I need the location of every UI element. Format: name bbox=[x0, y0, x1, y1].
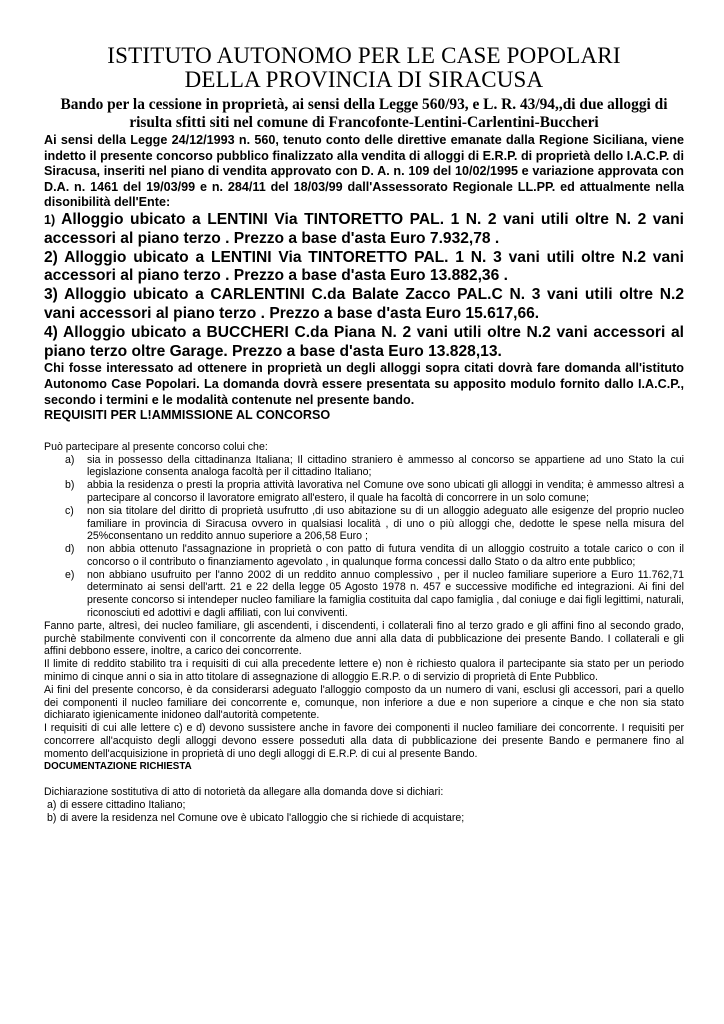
lot-number: 2) bbox=[44, 248, 58, 266]
list-marker: c) bbox=[65, 504, 74, 517]
list-item-text: abbia la residenza o presti la propria attività lavorativa nel Comune ove sono ubicati gli alloggi in vendita; è ammesso altresì a partecipare al concorso il lavoratore emigrato all'estero, il quale ha facoltà di concorrere in un solo comune; bbox=[87, 479, 684, 504]
list-item-text: non abbiano usufruito per l'anno 2002 di un reddito annuo complessivo , per il nucleo familiare superiore a Euro 11.762,71 determinato ai sensi dell'artt. 21 e 22 della legge 05 Agosto 1978 n. 457 e successive modifiche ed integrazioni. Ai fini del presente concorso si intendeper nucleo familiare la famiglia costituita dal capo famiglia , dal coniuge e dai figli legittimi, naturali, riconosciuti ed adottivi e dagli affiliati, con lui conviventi. bbox=[87, 568, 684, 620]
bando-subtitle: Bando per la cessione in proprietà, ai sensi della Legge 560/93, e L. R. 43/94,,di due alloggi di risulta sfitti siti nel comune di Francofonte-Lentini-Carlentini-Buccheri bbox=[60, 96, 668, 131]
requirements-heading: REQUISITI PER L!AMMISSIONE AL CONCORSO bbox=[44, 408, 331, 423]
requirements-validity-paragraph: I requisiti di cui alle lettere c) e d) devono sussistere anche in favore dei componenti il nucleo familiare dei concorrente. I requisiti per concorrere all'acquisto degli alloggi devono essere posseduti alla data di pubblicazione dei presente Bando e permanere fino al momento dell'acquisizione in proprietà di uno degli alloggi di E.R.P. di cui al presente Bando. bbox=[44, 722, 684, 760]
documentation-list bbox=[44, 799, 684, 825]
application-note: Chi fosse interessato ad ottenere in proprietà un degli alloggi sopra citati dovrà fare domanda all'istituto Autonomo Case Popolari. La domanda dovrà essere presentata su apposito modulo fornito dallo I.A.C.P., secondo i termini e le modalità contenute nel presente bando. bbox=[44, 361, 684, 407]
list-marker: b) bbox=[65, 479, 75, 492]
list-item bbox=[44, 505, 684, 543]
list-marker: a) bbox=[47, 799, 57, 812]
list-item-text: non abbia ottenuto l'assagnazione in proprietà o con patto di futura vendita di un alloggio costruito a totale carico o con il concorso o il contributo o finanziamento agevolato , in qualunque forma concessi dallo Stato o da altro ente pubblico; bbox=[87, 543, 684, 568]
lot-item bbox=[44, 286, 684, 324]
adequate-housing-paragraph: Ai fini del presente concorso, è da considerarsi adeguato l'alloggio composto da un numero di vani, esclusi gli accessori, pari a quello dei componenti il nucleo familiare dei concorrente e, comunque, non inferiore a due e non superiore a cinque e che non sia stato dichiarato igienicamente inidoneo dall'autorità competente. bbox=[44, 683, 684, 722]
lot-number: 4) bbox=[44, 323, 58, 341]
lot-item bbox=[44, 249, 684, 287]
lot-item bbox=[44, 211, 684, 249]
list-marker: d) bbox=[65, 543, 75, 556]
institute-title-line2: DELLA PROVINCIA DI SIRACUSA bbox=[184, 67, 544, 92]
list-marker: b) bbox=[47, 812, 57, 825]
list-marker: a) bbox=[65, 453, 75, 466]
lot-text: Alloggio ubicato a BUCCHERI C.da Piana N. 2 vani utili oltre N.2 vani accessori al piano terzo oltre Garage. Prezzo a base d'asta Euro 13.828,13. bbox=[44, 323, 684, 360]
list-marker: e) bbox=[65, 568, 75, 581]
lot-text: Alloggio ubicato a CARLENTINI C.da Balate Zacco PAL.C N. 3 vani utili oltre N.2 vani accessori al piano terzo . Prezzo a base d'asta Euro 15.617,66. bbox=[44, 286, 684, 322]
list-item-text: di essere cittadino Italiano; bbox=[60, 799, 186, 812]
list-item-text: non sia titolare del diritto di proprietà usufrutto ,di uso abitazione su di un alloggio adeguato alle esigenze del proprio nucleo familiare in provincia di Siracusa ovvero in qualsiasi località , di uno o più alloggi che, dedotte le spese nella misura del 25%consentano un reddito annuo superiore a 206,58 Euro ; bbox=[87, 504, 684, 543]
lot-text: Alloggio ubicato a LENTINI Via TINTORETTO PAL. 1 N. 3 vani utili oltre N.2 vani accessori al piano terzo . Prezzo a base d'asta Euro 13.882,36 . bbox=[44, 248, 684, 285]
income-limit-paragraph: Il limite di reddito stabilito tra i requisiti di cui alla precedente lettere e) non è richiesto qualora il partecipante sia stato per un periodo minimo di cinque anni o sia in atto titolare di assegnazione di alloggio E.R.P. o di servizio di proprietà di Ente Pubblico. bbox=[44, 658, 684, 684]
family-paragraph: Fanno parte, altresì, dei nucleo familiare, gli ascendenti, i discendenti, i collaterali fino al terzo grado e gli affini fino al secondo grado, purchè stabilmente conviventi con il concorrente da almeno due anni alla data di pubblicazione dei presente Bando. I collaterali e gli affini debbono essere, inoltre, a carico dei concorrente. bbox=[44, 619, 684, 658]
list-item bbox=[44, 812, 684, 825]
list-item bbox=[44, 799, 684, 812]
document-page bbox=[44, 44, 684, 825]
list-item-text: di avere la residenza nel Comune ove è ubicato l'alloggio che si richiede di acquistare; bbox=[60, 812, 465, 825]
list-item bbox=[44, 543, 684, 569]
intro-paragraph: Ai sensi della Legge 24/12/1993 n. 560, tenuto conto delle direttive emanate dalla Regione Siciliana, viene indetto il presente concorso pubblico finalizzato alla vendita di alloggi di E.R.P. di proprietà dello I.A.C.P. di Siracusa, inseriti nel piano di vendita approvato con D. A. n. 109 del 10/02/1995 e variazione approvata con D.A. n. 1461 del 19/03/99 e n. 284/11 del 18/03/99 dall'Assessorato Regionale LL.PP. ed attualmente nella disonibilità dell'Ente: bbox=[44, 133, 684, 210]
documentation-lead: Dichiarazione sostitutiva di atto di notorietà da allegare alla domanda dove si dichiari: bbox=[44, 786, 444, 799]
requirements-lead: Può partecipare al presente concorso colui che: bbox=[44, 440, 268, 453]
lot-number: 1) bbox=[44, 212, 56, 227]
list-item bbox=[44, 479, 684, 505]
lots-list bbox=[44, 211, 684, 361]
institute-title-line1: ISTITUTO AUTONOMO PER LE CASE POPOLARI bbox=[107, 43, 621, 68]
list-item bbox=[44, 454, 684, 480]
institute-title bbox=[44, 44, 684, 92]
lot-number: 3) bbox=[44, 286, 58, 304]
list-item bbox=[44, 569, 684, 620]
documentation-heading: DOCUMENTAZIONE RICHIESTA bbox=[44, 760, 192, 772]
lot-item bbox=[44, 324, 684, 362]
lot-text: Alloggio ubicato a LENTINI Via TINTORETTO PAL. 1 N. 2 vani utili oltre N. 2 vani accessori al piano terzo . Prezzo a base d'asta Euro 7.932,78 . bbox=[44, 210, 684, 247]
requirements-list bbox=[44, 454, 684, 620]
list-item-text: sia in possesso della cittadinanza Italiana; Il cittadino straniero è ammesso al concorso se appartiene ad uno Stato la cui legislazione consenta analoga facoltà per il cittadino Italiano; bbox=[87, 453, 684, 479]
